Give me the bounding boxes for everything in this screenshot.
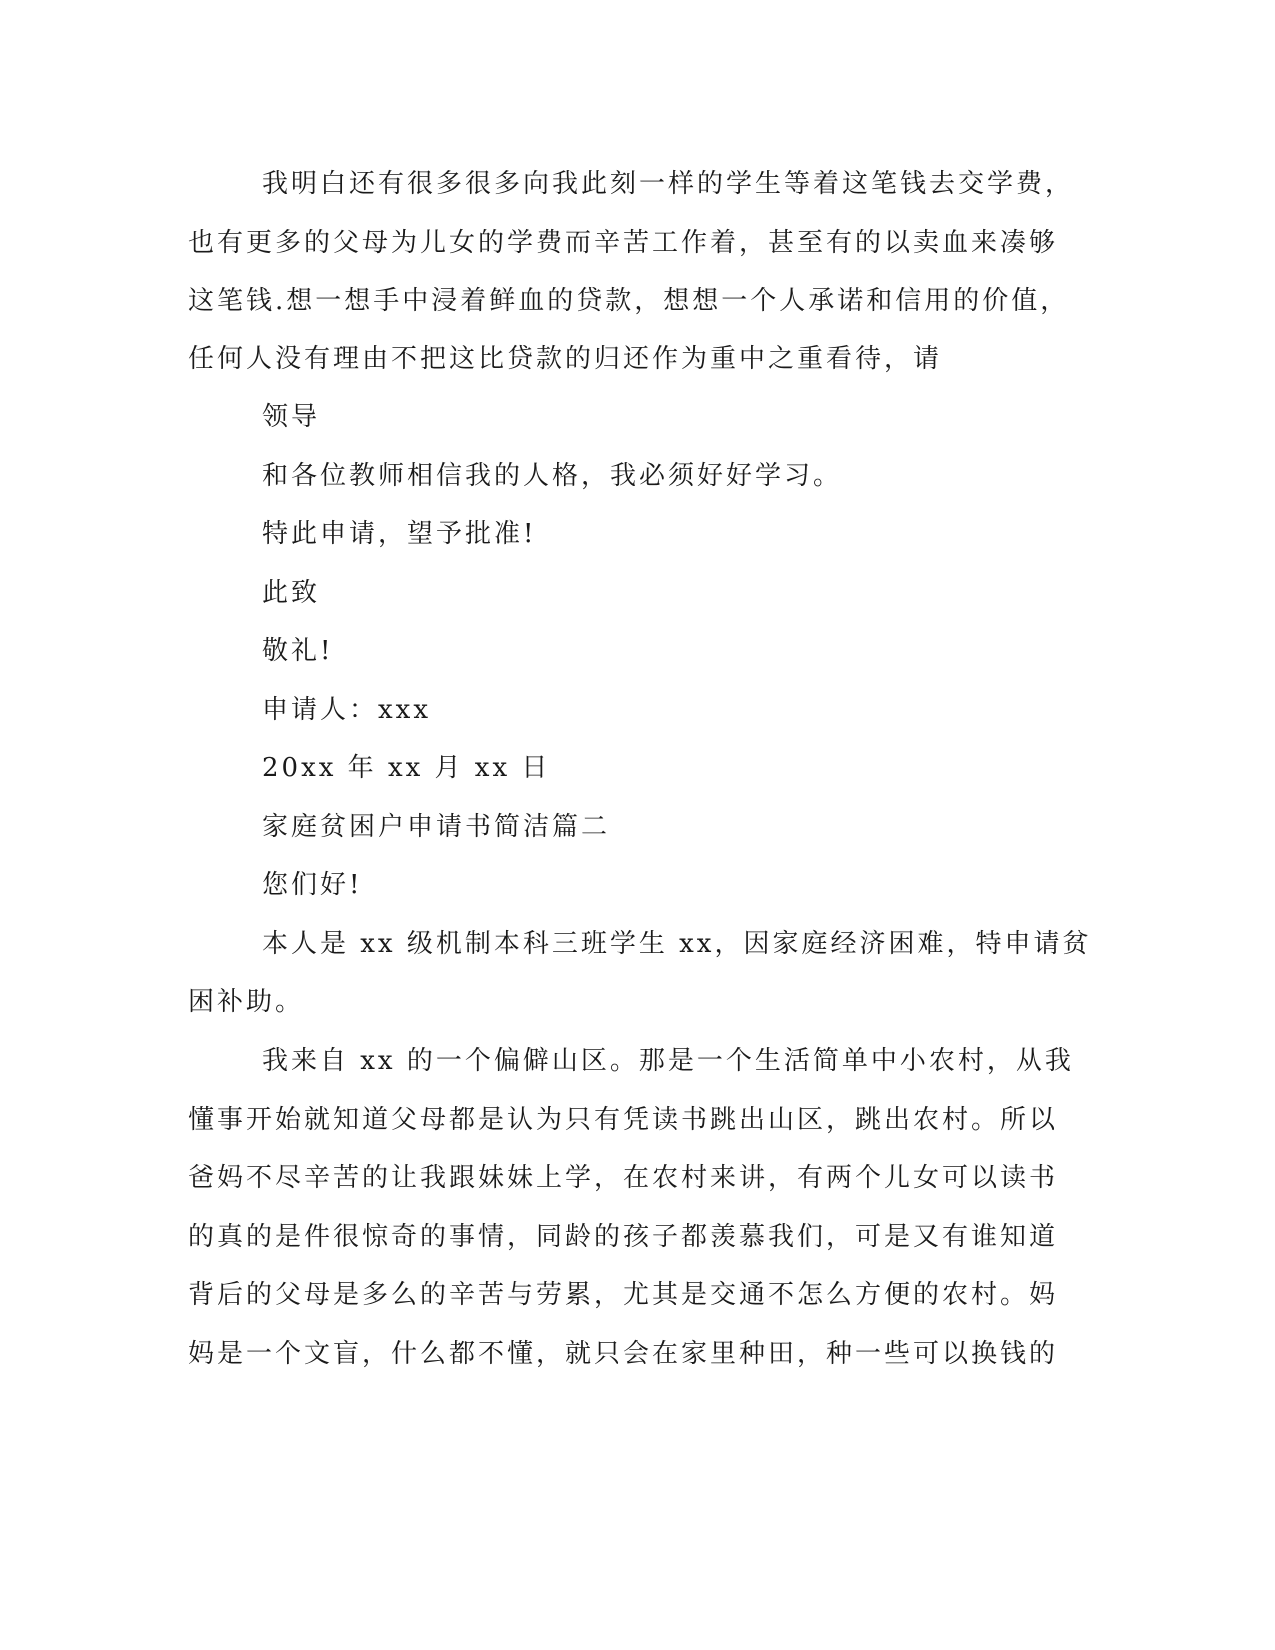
text-line: 爸妈不尽辛苦的让我跟妹妹上学，在农村来讲，有两个儿女可以读书 (188, 1163, 1059, 1193)
text-line: 本人是 xx 级机制本科三班学生 xx，因家庭经济困难，特申请贫 (262, 929, 1092, 959)
section-heading: 家庭贫困户申请书简洁篇二 (262, 812, 611, 842)
text-line: 申请人：xxx (262, 695, 431, 725)
text-line: 敬礼! (262, 636, 334, 666)
text-line: 我来自 xx 的一个偏僻山区。那是一个生活简单中小农村，从我 (262, 1046, 1074, 1076)
text-line: 困补助。 (188, 987, 305, 1017)
text-line: 妈是一个文盲，什么都不懂，就只会在家里种田，种一些可以换钱的 (188, 1339, 1059, 1369)
text-line: 这笔钱.想一想手中浸着鲜血的贷款，想想一个人承诺和信用的价值， (188, 286, 1070, 316)
text-line: 和各位教师相信我的人格，我必须好好学习。 (262, 461, 843, 491)
text-line: 任何人没有理由不把这比贷款的归还作为重中之重看待，请 (188, 344, 943, 374)
text-line: 我明白还有很多很多向我此刻一样的学生等着这笔钱去交学费， (262, 169, 1075, 199)
text-line: 也有更多的父母为儿女的学费而辛苦工作着，甚至有的以卖血来凑够 (188, 228, 1059, 258)
text-line: 领导 (262, 402, 321, 432)
text-line: 背后的父母是多么的辛苦与劳累，尤其是交通不怎么方便的农村。妈 (188, 1280, 1059, 1310)
text-line: 的真的是件很惊奇的事情，同龄的孩子都羡慕我们，可是又有谁知道 (188, 1222, 1059, 1252)
text-line: 特此申请，望予批准! (262, 519, 537, 549)
text-line: 20xx 年 xx 月 xx 日 (262, 753, 551, 783)
text-line: 懂事开始就知道父母都是认为只有凭读书跳出山区，跳出农村。所以 (188, 1105, 1059, 1135)
text-line: 此致 (262, 578, 321, 608)
text-line: 您们好! (262, 870, 363, 900)
